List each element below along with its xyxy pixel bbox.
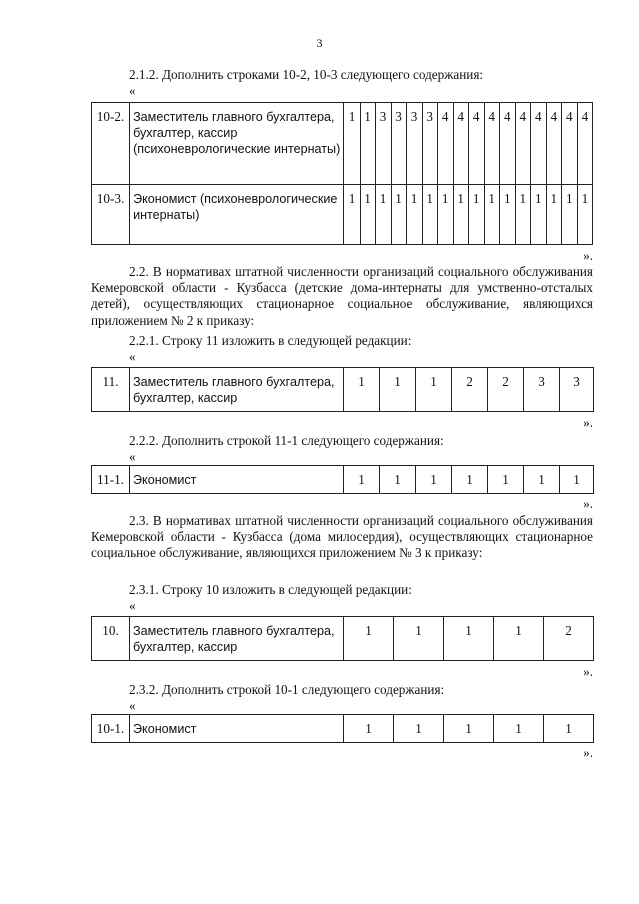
staff-value: 1	[344, 185, 360, 245]
staff-value: 1	[380, 466, 416, 494]
close-quote: ».	[583, 248, 593, 263]
staff-value: 1	[360, 185, 375, 245]
table-2-2-2	[91, 465, 594, 494]
staff-value: 1	[444, 617, 494, 661]
table-row	[92, 103, 593, 185]
staff-value: 1	[494, 617, 544, 661]
staff-value: 1	[515, 185, 530, 245]
section-2-3-paragraph: 2.3. В нормативах штатной численности организаций социального обслуживания Кемеровской области - Кузбасса (дома милосердия), осуществляющих стационарное социальное обслуживание, являющихся приложением № 3 к приказу:	[91, 513, 593, 561]
position-name: Экономист	[130, 466, 344, 494]
staff-value: 1	[394, 617, 444, 661]
staff-value: 4	[468, 103, 484, 185]
staff-value: 4	[484, 103, 499, 185]
position-name: Экономист	[130, 715, 344, 743]
staff-value: 4	[499, 103, 515, 185]
staff-value: 1	[577, 185, 592, 245]
row-number: 11.	[92, 368, 130, 412]
section-2-2-paragraph: 2.2. В нормативах штатной численности организаций социального обслуживания Кемеровской области - Кузбасса (детские дома-интернаты для умственно-отсталых детей), осуществляющих стационарное социальное обслуживание, являющихся приложением № 2 к приказу:	[91, 264, 593, 328]
staff-value: 1	[488, 466, 524, 494]
staff-value: 3	[422, 103, 437, 185]
staff-value: 1	[416, 466, 452, 494]
close-quote: ».	[583, 745, 593, 760]
staff-value: 1	[437, 185, 453, 245]
staff-value: 1	[494, 715, 544, 743]
position-name: Экономист (психоневрологические интернаты)	[130, 185, 344, 245]
staff-value: 2	[544, 617, 594, 661]
staff-value: 1	[468, 185, 484, 245]
staff-value: 1	[546, 185, 561, 245]
section-2-2-1-heading: 2.2.1. Строку 11 изложить в следующей редакции:	[129, 333, 412, 348]
staff-value: 1	[344, 368, 380, 412]
staff-value: 4	[437, 103, 453, 185]
position-name: Заместитель главного бухгалтера, бухгалтер, кассир	[130, 368, 344, 412]
table-row	[92, 617, 594, 661]
staff-value: 1	[406, 185, 422, 245]
staff-value: 1	[544, 715, 594, 743]
open-quote: «	[129, 449, 136, 464]
staff-value: 1	[391, 185, 406, 245]
staff-value: 4	[546, 103, 561, 185]
row-number: 11-1.	[92, 466, 130, 494]
staff-value: 4	[561, 103, 577, 185]
open-quote: «	[129, 349, 136, 364]
staff-value: 1	[344, 617, 394, 661]
section-2-2-2-heading: 2.2.2. Дополнить строкой 11-1 следующего содержания:	[129, 433, 444, 448]
table-row	[92, 368, 594, 412]
table-row	[92, 185, 593, 245]
staff-value: 4	[515, 103, 530, 185]
staff-value: 1	[360, 103, 375, 185]
table-2-1-2	[91, 102, 593, 245]
staff-value: 1	[560, 466, 594, 494]
section-2-1-2-heading: 2.1.2. Дополнить строками 10-2, 10-3 следующего содержания:	[129, 67, 484, 82]
staff-value: 3	[560, 368, 594, 412]
open-quote: «	[129, 83, 136, 98]
close-quote: ».	[583, 664, 593, 679]
staff-value: 1	[484, 185, 499, 245]
page-number: 3	[316, 36, 323, 50]
staff-value: 4	[530, 103, 546, 185]
staff-value: 1	[453, 185, 468, 245]
staff-value: 1	[380, 368, 416, 412]
staff-value: 1	[375, 185, 391, 245]
position-name: Заместитель главного бухгалтера, бухгалтер, кассир	[130, 617, 344, 661]
staff-value: 1	[561, 185, 577, 245]
staff-value: 3	[406, 103, 422, 185]
section-2-3-2-heading: 2.3.2. Дополнить строкой 10-1 следующего содержания:	[129, 682, 445, 697]
row-number: 10-3.	[92, 185, 130, 245]
staff-value: 1	[524, 466, 560, 494]
staff-value: 3	[391, 103, 406, 185]
staff-value: 1	[344, 466, 380, 494]
table-2-3-2	[91, 714, 594, 743]
open-quote: «	[129, 698, 136, 713]
staff-value: 1	[344, 715, 394, 743]
close-quote: ».	[583, 415, 593, 430]
staff-value: 1	[530, 185, 546, 245]
table-row	[92, 715, 594, 743]
staff-value: 4	[577, 103, 592, 185]
table-2-2-1	[91, 367, 594, 412]
staff-value: 3	[375, 103, 391, 185]
staff-value: 2	[488, 368, 524, 412]
table-row	[92, 466, 594, 494]
staff-value: 1	[444, 715, 494, 743]
staff-value: 1	[394, 715, 444, 743]
row-number: 10-1.	[92, 715, 130, 743]
staff-value: 1	[344, 103, 360, 185]
staff-value: 1	[452, 466, 488, 494]
section-2-3-1-heading: 2.3.1. Строку 10 изложить в следующей редакции:	[129, 582, 412, 597]
row-number: 10.	[92, 617, 130, 661]
staff-value: 4	[453, 103, 468, 185]
table-2-3-1	[91, 616, 594, 661]
position-name: Заместитель главного бухгалтера, бухгалтер, кассир (психоневрологические интернаты)	[130, 103, 344, 185]
close-quote: ».	[583, 496, 593, 511]
open-quote: «	[129, 598, 136, 613]
staff-value: 1	[416, 368, 452, 412]
staff-value: 2	[452, 368, 488, 412]
row-number: 10-2.	[92, 103, 130, 185]
staff-value: 1	[422, 185, 437, 245]
staff-value: 1	[499, 185, 515, 245]
staff-value: 3	[524, 368, 560, 412]
